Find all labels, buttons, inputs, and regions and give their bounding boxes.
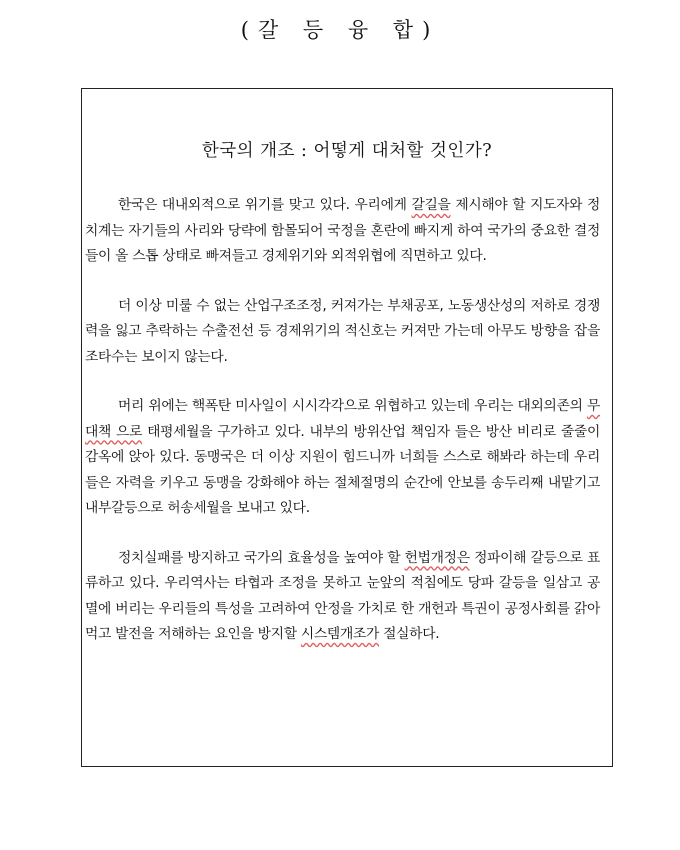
paragraph-text: 태평세월을 구가하고 있다. 내부의 방위산업 책임자 들은 방산 비리로 줄줄이 감옥에 앉아 있다. 동맹국은 더 이상 지원이 힘드니까 너희들 스스로 해봐라 하는데 우리들은 자력을 키우고 동맹을 강화해야 하는 절체절명의 순간에 안보를 송두리째 내맡기고 내부갈등으로 허송세월을 보내고 있다.: [85, 423, 600, 516]
paragraph-text: 한국은 대내외적으로 위기를 맞고 있다. 우리에게: [118, 197, 412, 213]
paragraph-1: [85, 193, 600, 270]
paragraph-text: 머리 위에는 핵폭탄 미사일이 시시각각으로 위협하고 있는데 우리는 대외의존의: [118, 398, 587, 414]
flagged-word: 시스템개조가: [300, 626, 380, 642]
article-box: [81, 88, 613, 767]
article-body: [85, 193, 600, 672]
paragraph-3: [85, 394, 600, 522]
flagged-word: 무대책 으로: [85, 398, 600, 440]
paragraph-text: 제시해야 할 지도자와 정치계는 자기들의 사리와 당략에 함몰되어 국정을 혼란에 빠지게 하여 국가의 중요한 결정들이 올 스톱 상태로 빠져들고 경제위기와 외적위협에 직면하고 있다.: [85, 197, 601, 264]
paragraph-text: 정치실패를 방지하고 국가의 효율성을 높여야 할: [118, 549, 405, 566]
section-header: (갈 등 융 합): [240, 18, 440, 42]
paragraph-text: 정파이해 갈등으로 표류하고 있다. 우리역사는 타협과 조정을 못하고 눈앞의 적침에도 당파 갈등을 일삼고 공멸에 버리는 우리들의 특성을 고려하여 안정을 가치로 한 개헌과 특권이 공정사회를 갉아먹고 발전을 저해하는 요인을 방지할: [85, 549, 600, 642]
paragraph-text: 절실하다.: [379, 626, 440, 642]
paragraph-2: [85, 294, 600, 371]
paragraph-text: 더 이상 미룰 수 없는 산업구조조정, 커져가는 부채공포, 노동생산성의 저하로 경쟁력을 잃고 추락하는 수출전선 등 경제위기의 적신호는 커져만 가는데 아무도 방향을 잡을 조타수는 보이지 않는다.: [85, 297, 600, 365]
flagged-word: 헌법개정은: [404, 549, 470, 566]
paragraph-4: [85, 546, 600, 648]
flagged-word: 갈길을: [411, 197, 451, 213]
article-title: 한국의 개조 : 어떻게 대처할 것인가?: [201, 141, 493, 161]
